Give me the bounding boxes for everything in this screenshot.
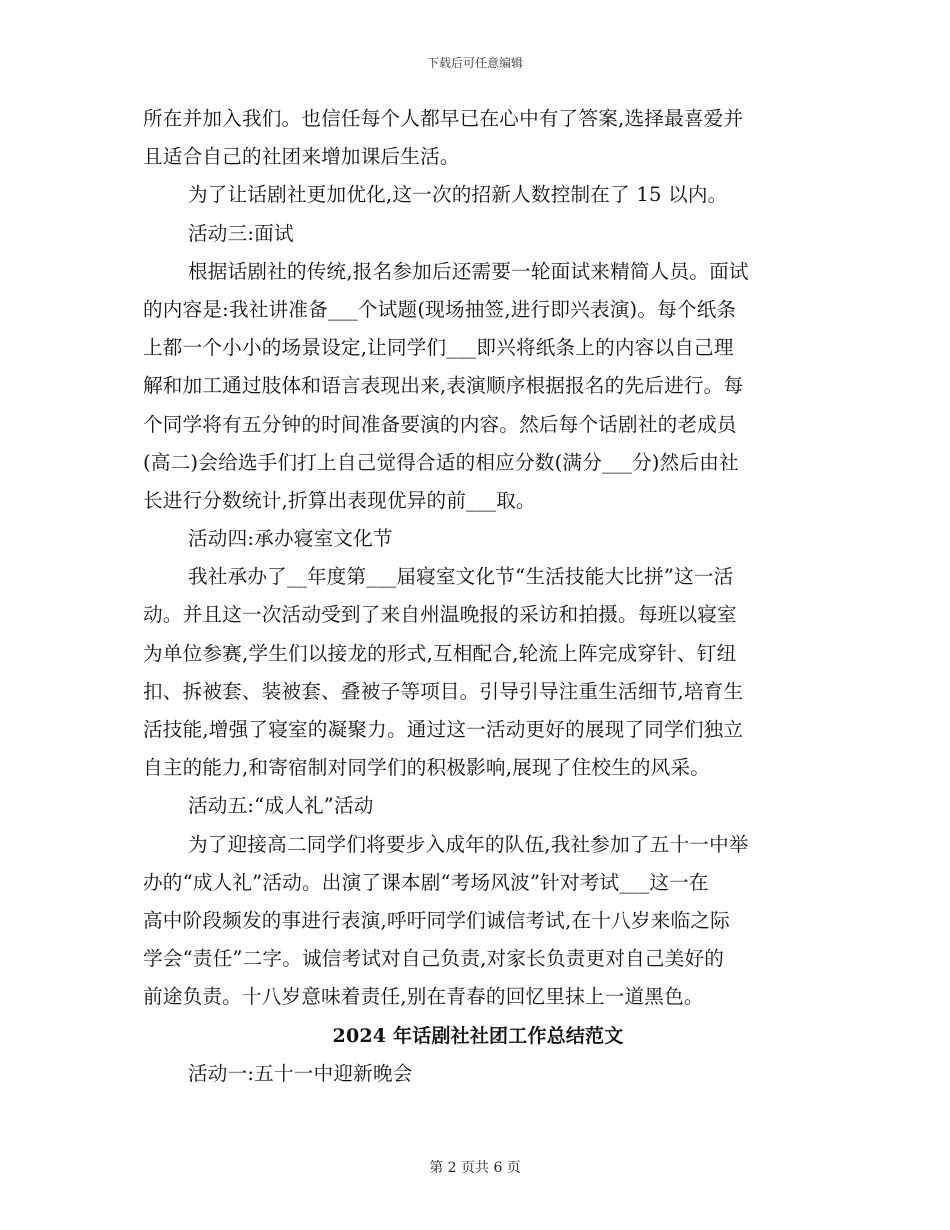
paragraph-line: 活技能,增强了寝室的凝聚力。通过这一活动更好的展现了同学们独立 bbox=[143, 718, 744, 741]
paragraph-line: 为了迎接高二同学们将要步入成年的队伍,我社参加了五十一中举 bbox=[188, 832, 749, 856]
section-heading: 活动五:“成人礼”活动 bbox=[188, 794, 374, 818]
paragraph-line: 高中阶段频发的事进行表演,呼吁同学们诚信考试,在十八岁来临之际 bbox=[143, 908, 730, 932]
paragraph-line: 前途负责。十八岁意味着责任,别在青春的回忆里抹上一道黑色。 bbox=[143, 985, 704, 1009]
paragraph-line: 为单位参赛,学生们以接龙的形式,互相配合,轮流上阵完成穿针、钉纽 bbox=[143, 641, 737, 665]
paragraph-line: 扣、拆被套、装被套、叠被子等项目。引导引导注重生活细节,培育生 bbox=[143, 679, 744, 703]
paragraph-line: 个同学将有五分钟的时间准备要演的内容。然后每个话剧社的老成员 bbox=[143, 412, 737, 436]
paragraph-line: 上都一个小小的场景设定,让同学们___即兴将纸条上的内容以自己理 bbox=[143, 336, 734, 360]
page-footer: 第 2 页共 6 页 bbox=[429, 1160, 521, 1176]
document-body bbox=[143, 100, 813, 1093]
paragraph-line: 解和加工通过肢体和语言表现出来,表演顺序根据报名的先后进行。每 bbox=[143, 374, 744, 398]
paragraph-line: 学会“责任”二字。诚信考试对自己负责,对家长负责更对自己美好的 bbox=[143, 947, 725, 971]
paragraph-line: 我社承办了__年度第___届寝室文化节“生活技能大比拼”这一活 bbox=[188, 565, 734, 589]
page-header: 下载后可任意编辑 bbox=[426, 56, 523, 70]
paragraph-line: 且适合自己的社团来增加课后生活。 bbox=[143, 145, 460, 169]
paragraph-line: 的内容是:我社讲准备___个试题(现场抽签,进行即兴表演)。每个纸条 bbox=[143, 297, 737, 321]
paragraph-line: (高二)会给选手们打上自己觉得合适的相应分数(满分___分)然后由社 bbox=[143, 450, 739, 474]
paragraph-line: 长进行分数统计,折算出表现优异的前___取。 bbox=[143, 488, 536, 512]
paragraph-line: 办的“成人礼”活动。出演了课本剧“考场风波”针对考试___这一在 bbox=[143, 870, 709, 894]
paragraph-line: 根据话剧社的传统,报名参加后还需要一轮面试来精简人员。面试 bbox=[188, 259, 749, 283]
section-heading: 活动三:面试 bbox=[188, 221, 294, 245]
paragraph-line: 自主的能力,和寄宿制对同学们的积极影响,展现了住校生的风采。 bbox=[143, 756, 711, 780]
section-heading: 活动一:五十一中迎新晚会 bbox=[188, 1061, 413, 1085]
paragraph-line: 所在并加入我们。也信任每个人都早已在心中有了答案,选择最喜爱并 bbox=[143, 107, 744, 130]
document-title: 2024 年话剧社社团工作总结范文 bbox=[332, 1024, 624, 1047]
section-heading: 活动四:承办寝室文化节 bbox=[188, 527, 393, 551]
paragraph-line: 动。并且这一次活动受到了来自州温晚报的采访和拍摄。每班以寝室 bbox=[143, 603, 737, 627]
paragraph-line: 为了让话剧社更加优化,这一次的招新人数控制在了 15 以内。 bbox=[188, 183, 728, 207]
